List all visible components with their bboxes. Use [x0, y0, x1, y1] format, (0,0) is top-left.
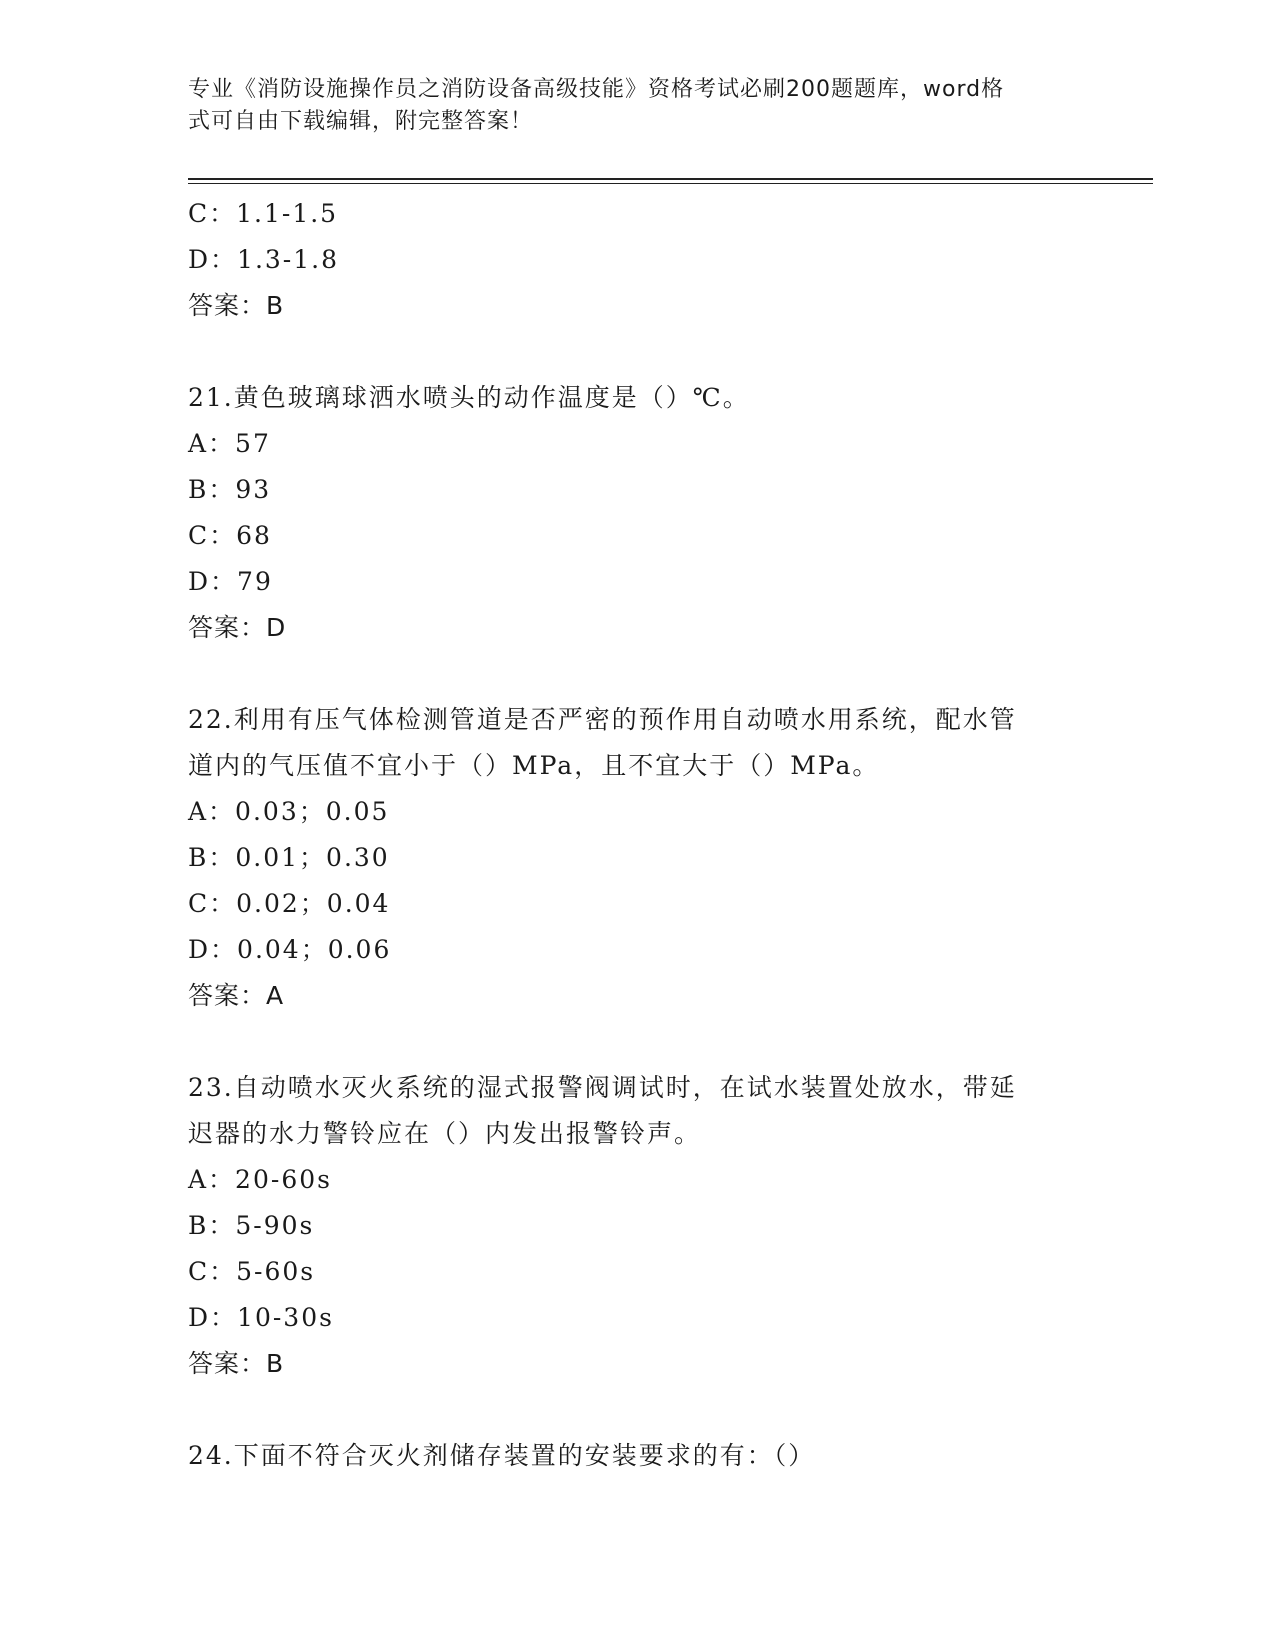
question-23 — [188, 1065, 1088, 1387]
option-d: D：0.04；0.06 — [188, 935, 392, 964]
question-text-line-2: 迟器的水力警铃应在（）内发出报警铃声。 — [188, 1119, 702, 1148]
question-text: 21.黄色玻璃球洒水喷头的动作温度是（）℃。 — [188, 383, 750, 412]
question-list — [188, 191, 1088, 1479]
option-c: C：5-60s — [188, 1257, 316, 1286]
option-a: A：0.03；0.05 — [188, 797, 390, 826]
option-b: B：5-90s — [188, 1211, 315, 1240]
header-line-1: 专业《消防设施操作员之消防设备高级技能》资格考试必刷200题题库，word格 — [188, 77, 1005, 102]
question-text-line-2: 道内的气压值不宜小于（）MPa，且不宜大于（）MPa。 — [188, 751, 880, 780]
spacer — [188, 329, 1088, 375]
option-a: A：20-60s — [188, 1165, 332, 1194]
answer: 答案：A — [188, 981, 285, 1010]
header-divider-thin — [188, 183, 1153, 184]
option-c: C：1.1-1.5 — [188, 199, 339, 228]
option-d: D：10-30s — [188, 1303, 334, 1332]
answer: 答案：D — [188, 613, 287, 642]
spacer — [188, 1019, 1088, 1065]
question-text: 24.下面不符合灭火剂储存装置的安装要求的有：（） — [188, 1441, 816, 1470]
question-text-line-1: 22.利用有压气体检测管道是否严密的预作用自动喷水用系统，配水管 — [188, 705, 1017, 734]
option-b: B：0.01；0.30 — [188, 843, 390, 872]
header-divider-thick — [188, 178, 1153, 180]
previous-question-tail — [188, 191, 1088, 329]
question-21 — [188, 375, 1088, 651]
answer: 答案：B — [188, 291, 285, 320]
option-d: D：79 — [188, 567, 273, 596]
option-c: C：68 — [188, 521, 272, 550]
document-header — [188, 74, 1068, 138]
option-c: C：0.02；0.04 — [188, 889, 391, 918]
spacer — [188, 1387, 1088, 1433]
option-d: D：1.3-1.8 — [188, 245, 340, 274]
answer: 答案：B — [188, 1349, 285, 1378]
option-a: A：57 — [188, 429, 271, 458]
header-line-2: 式可自由下载编辑，附完整答案！ — [188, 109, 534, 134]
question-24 — [188, 1433, 1088, 1479]
question-text-line-1: 23.自动喷水灭火系统的湿式报警阀调试时，在试水装置处放水，带延 — [188, 1073, 1017, 1102]
question-22 — [188, 697, 1088, 1019]
spacer — [188, 651, 1088, 697]
option-b: B：93 — [188, 475, 272, 504]
